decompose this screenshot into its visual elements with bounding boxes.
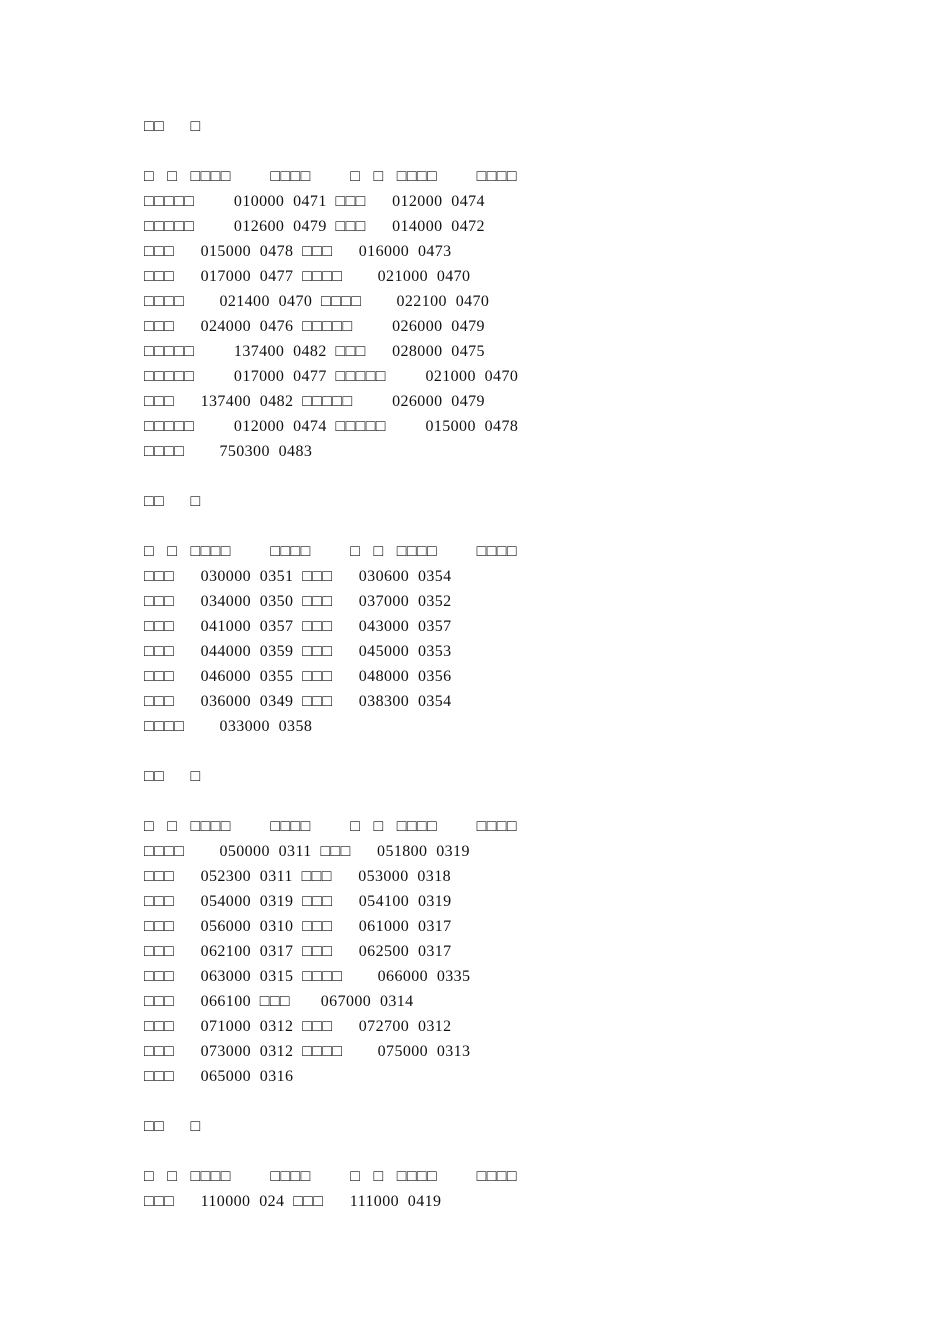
- table-row: □□□ 073000 0312 □□□□ 075000 0313: [144, 1043, 471, 1060]
- table-row: □□□□□ 017000 0477 □□□□□ 021000 0470: [144, 368, 519, 385]
- table-row: □□□□□ 010000 0471 □□□ 012000 0474: [144, 193, 485, 210]
- spacer: [144, 139, 844, 164]
- table-row: □□□ 024000 0476 □□□□□ 026000 0479: [144, 318, 485, 335]
- table-row: □□□ 044000 0359 □□□ 045000 0353: [144, 643, 452, 660]
- section-3: [144, 764, 844, 1114]
- table-header: □ □ □□□□ □□□□ □ □ □□□□ □□□□: [144, 818, 517, 835]
- spacer: [144, 1089, 844, 1114]
- table-row: □□□ 071000 0312 □□□ 072700 0312: [144, 1018, 452, 1035]
- table-row: □□□ 065000 0316: [144, 1068, 294, 1085]
- table-row: □□□ 034000 0350 □□□ 037000 0352: [144, 593, 452, 610]
- table-row: □□□□ 021400 0470 □□□□ 022100 0470: [144, 293, 490, 310]
- table-row: □□□ 066100 □□□ 067000 0314: [144, 993, 414, 1010]
- table-row: □□□□□ 137400 0482 □□□ 028000 0475: [144, 343, 485, 360]
- spacer: [144, 464, 844, 489]
- table-row: □□□□□ 012600 0479 □□□ 014000 0472: [144, 218, 485, 235]
- section-title: □□ □: [144, 118, 201, 135]
- section-4: [144, 1114, 844, 1214]
- document-body: [144, 114, 844, 1214]
- table-header: □ □ □□□□ □□□□ □ □ □□□□ □□□□: [144, 543, 517, 560]
- table-row: □□□ 046000 0355 □□□ 048000 0356: [144, 668, 452, 685]
- spacer: [144, 514, 844, 539]
- table-row: □□□□□ 012000 0474 □□□□□ 015000 0478: [144, 418, 519, 435]
- table-header: □ □ □□□□ □□□□ □ □ □□□□ □□□□: [144, 1168, 517, 1185]
- table-row: □□□□ 033000 0358: [144, 718, 313, 735]
- table-row: □□□ 036000 0349 □□□ 038300 0354: [144, 693, 452, 710]
- table-row: □□□ 015000 0478 □□□ 016000 0473: [144, 243, 452, 260]
- spacer: [144, 789, 844, 814]
- section-title: □□ □: [144, 1118, 201, 1135]
- table-row: □□□□ 050000 0311 □□□ 051800 0319: [144, 843, 470, 860]
- spacer: [144, 739, 844, 764]
- table-row: □□□ 017000 0477 □□□□ 021000 0470: [144, 268, 471, 285]
- section-1: [144, 114, 844, 489]
- table-row: □□□□ 750300 0483: [144, 443, 313, 460]
- table-row: □□□ 056000 0310 □□□ 061000 0317: [144, 918, 452, 935]
- section-2: [144, 489, 844, 764]
- table-row: □□□ 137400 0482 □□□□□ 026000 0479: [144, 393, 485, 410]
- table-row: □□□ 030000 0351 □□□ 030600 0354: [144, 568, 452, 585]
- table-row: □□□ 041000 0357 □□□ 043000 0357: [144, 618, 452, 635]
- table-row: □□□ 052300 0311 □□□ 053000 0318: [144, 868, 451, 885]
- table-row: □□□ 054000 0319 □□□ 054100 0319: [144, 893, 452, 910]
- table-header: □ □ □□□□ □□□□ □ □ □□□□ □□□□: [144, 168, 517, 185]
- section-title: □□ □: [144, 768, 201, 785]
- table-row: □□□ 062100 0317 □□□ 062500 0317: [144, 943, 452, 960]
- spacer: [144, 1139, 844, 1164]
- table-row: □□□ 110000 024 □□□ 111000 0419: [144, 1193, 442, 1210]
- section-title: □□ □: [144, 493, 201, 510]
- table-row: □□□ 063000 0315 □□□□ 066000 0335: [144, 968, 471, 985]
